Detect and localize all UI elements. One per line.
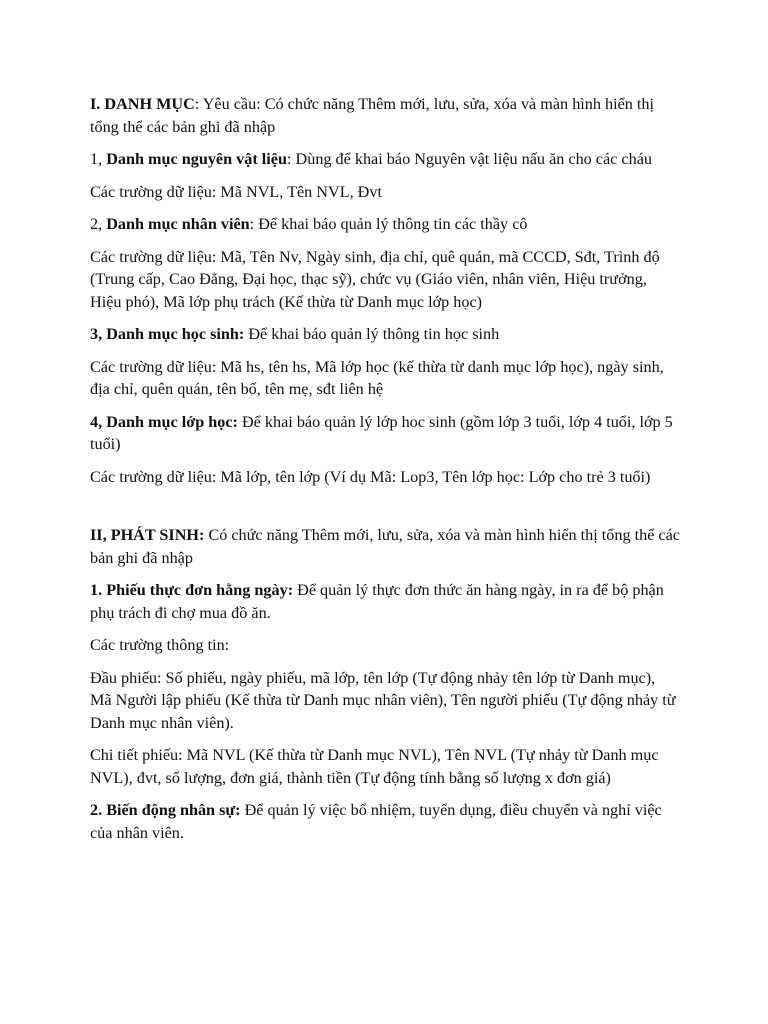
item4-title-line — [90, 411, 680, 456]
ps-item1-desc: Để quản lý thực đơn thức ăn hàng ngày, in ra để bộ phận phụ trách đi chợ mua đồ ăn. — [90, 581, 664, 622]
ps-item1-info-label: Các trường thông tin: — [90, 636, 230, 654]
section2-heading-text: Có chức năng Thêm mới, lưu, sửa, xóa và màn hình hiển thị tổng thể các bản ghi đã nhập — [90, 526, 680, 567]
section-spacer — [90, 498, 680, 524]
ps-item1-title: 1. Phiếu thực đơn hằng ngày: — [90, 581, 294, 599]
ps-item1-header-fields: Đầu phiếu: Số phiếu, ngày phiếu, mã lớp, tên lớp (Tự động nhảy tên lớp từ Danh mục), Mã Người lập phiếu (Kế thừa từ Danh mục nhân viên), Tên người phiếu (Tự động nhảy từ Danh mục nhân viên). — [90, 668, 676, 732]
item4-desc: Để khai báo quản lý lớp hoc sinh (gồm lớp 3 tuổi, lớp 4 tuổi, lớp 5 tuổi) — [90, 412, 673, 453]
ps-item1-detail-fields: Chi tiết phiếu: Mã NVL (Kế thừa từ Danh mục NVL), Tên NVL (Tự nhảy từ Danh mục NVL), đvt, số lượng, đơn giá, thành tiền (Tự động tính bằng số lượng x đơn giá) — [90, 746, 659, 787]
item1-title: Danh mục nguyên vật liệu — [106, 150, 287, 168]
item3-title: 3, Danh mục học sinh: — [90, 325, 245, 343]
item1-prefix: 1, — [90, 150, 107, 168]
section2-intro — [90, 524, 680, 569]
item1-title-line — [90, 148, 680, 171]
section2-heading: II, PHÁT SINH: — [90, 526, 205, 544]
ps-item1-title-line — [90, 579, 680, 624]
item1-desc: : Dùng để khai báo Nguyên vật liệu nấu ăn cho các cháu — [286, 150, 652, 168]
item3-fields: Các trường dữ liệu: Mã hs, tên hs, Mã lớp học (kế thừa từ danh mục lớp học), ngày sinh, địa chỉ, quên quán, tên bố, tên mẹ, sđt liên hệ — [90, 357, 664, 398]
item1-fields: Các trường dữ liệu: Mã NVL, Tên NVL, Đvt — [90, 182, 382, 201]
item4-title: 4, Danh mục lớp học: — [90, 412, 238, 431]
item3-desc: Để khai báo quản lý thông tin học sinh — [244, 325, 500, 343]
section1-heading-text: : Yêu cầu: Có chức năng Thêm mới, lưu, sửa, xóa và màn hình hiển thị tổng thể các bản ghi đã nhập — [90, 95, 655, 136]
item2-title-line — [90, 213, 680, 236]
item2-fields: Các trường dữ liệu: Mã, Tên Nv, Ngày sinh, địa chỉ, quê quán, mã CCCD, Sđt, Trình độ (Trung cấp, Cao Đẳng, Đại học, thạc sỹ), chức vụ (Giáo viên, nhân viên, Hiệu trưởng, Hiệu phó), Mã lớp phụ trách (Kế thừa từ Danh mục lớp học) — [90, 247, 660, 311]
item2-prefix: 2, — [90, 215, 107, 233]
ps-item2-desc: Để quản lý việc bổ nhiệm, tuyển dụng, điều chuyển và nghỉ việc của nhân viên. — [90, 801, 662, 842]
item4-fields: Các trường dữ liệu: Mã lớp, tên lớp (Ví dụ Mã: Lop3, Tên lớp học: Lớp cho trẻ 3 tuổi) — [90, 467, 651, 486]
item2-desc: : Để khai báo quản lý thông tin các thầy cô — [249, 215, 528, 233]
ps-item2-title: 2. Biến động nhân sự: — [90, 801, 241, 819]
item2-title: Danh mục nhân viên — [106, 215, 250, 233]
section1-heading: I. DANH MỤC — [90, 95, 195, 113]
document-page — [90, 93, 680, 854]
section1-intro — [90, 93, 680, 138]
item3-title-line — [90, 323, 680, 346]
ps-item2-title-line — [90, 799, 680, 844]
